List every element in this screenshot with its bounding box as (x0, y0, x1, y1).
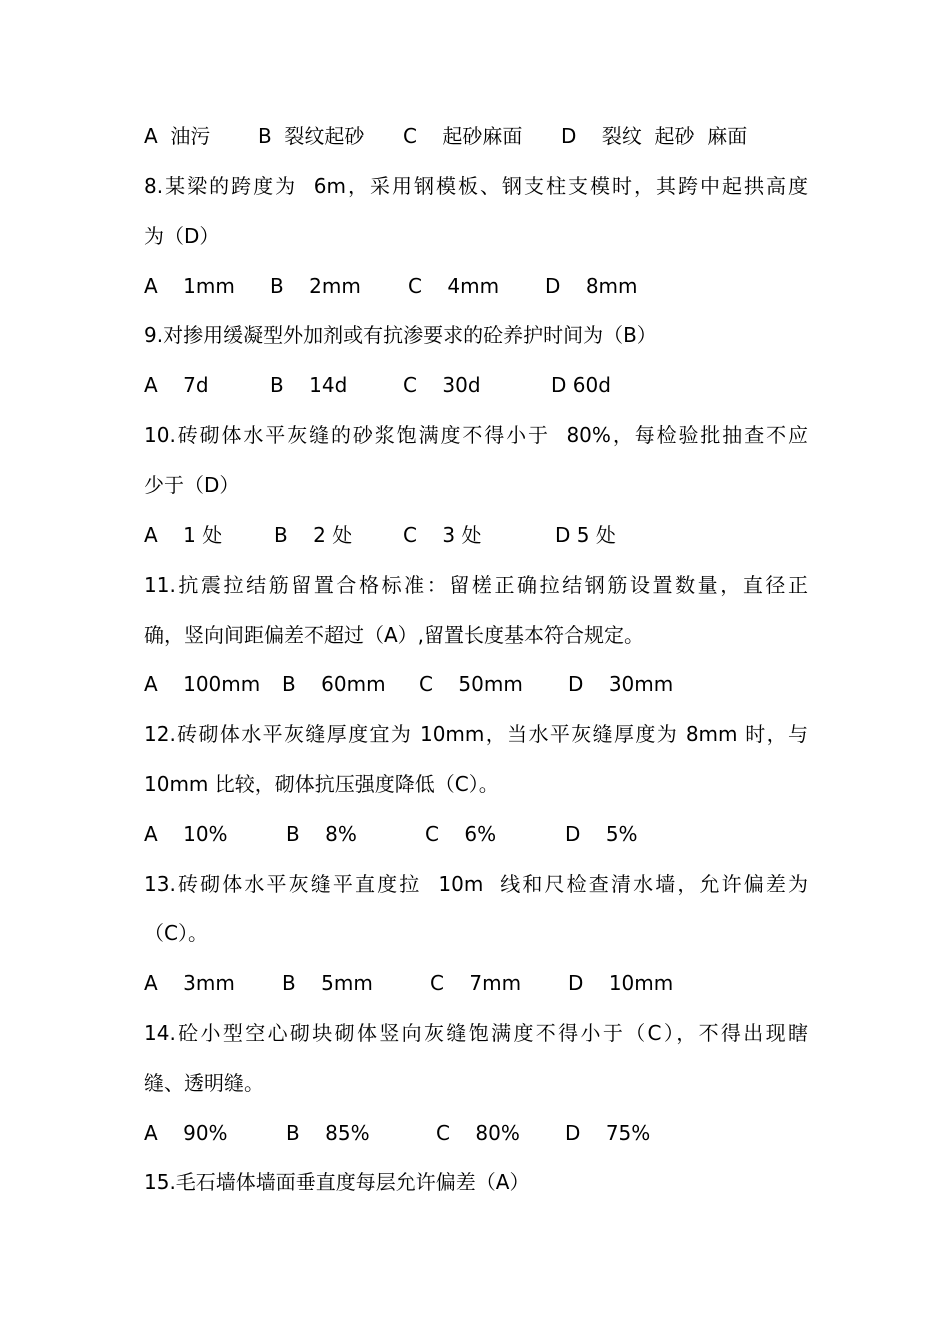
option-b: B 14d (270, 373, 348, 397)
question-11-line-2: 确，竖向间距偏差不超过（A）,留置长度基本符合规定。 (144, 623, 645, 647)
option-d: D 5 处 (555, 523, 616, 547)
option-c: C 4mm (408, 274, 500, 298)
option-b: B 60mm (282, 672, 386, 696)
option-c: C 7mm (430, 971, 522, 995)
option-b: B 8% (286, 822, 357, 846)
question-14-line-1: 14.砼小型空心砌块砌体竖向灰缝饱满度不得小于（C），不得出现瞎 (144, 1021, 808, 1045)
option-c: C 50mm (419, 672, 523, 696)
option-d: D 30mm (568, 672, 674, 696)
option-d: D 60d (551, 373, 611, 397)
option-c: C 80% (436, 1121, 520, 1145)
question-9-line-1: 9.对掺用缓凝型外加剂或有抗渗要求的砼养护时间为（B） (144, 323, 657, 347)
question-13-line-1: 13.砖砌体水平灰缝平直度拉 10m 线和尺检查清水墙，允许偏差为 (144, 872, 808, 896)
option-c: C 起砂麻面 (403, 124, 523, 148)
question-11-line-1: 11.抗震拉结筋留置合格标准：留槎正确拉结钢筋设置数量，直径正 (144, 573, 808, 597)
option-a: A 100mm (144, 672, 261, 696)
option-d: D 8mm (545, 274, 638, 298)
option-c: C 30d (403, 373, 481, 397)
option-d: D 10mm (568, 971, 674, 995)
option-a: A 3mm (144, 971, 235, 995)
question-8-line-1: 8.某梁的跨度为 6m，采用钢模板、钢支柱支模时，其跨中起拱高度 (144, 174, 808, 198)
option-a: A 7d (144, 373, 209, 397)
question-12-line-2: 10mm 比较，砌体抗压强度降低（C）。 (144, 772, 499, 796)
option-b: B 85% (286, 1121, 370, 1145)
option-a: A 1mm (144, 274, 235, 298)
question-14-line-2: 缝、透明缝。 (144, 1071, 264, 1095)
question-8-line-2: 为（D） (144, 224, 220, 248)
option-a: A 1 处 (144, 523, 223, 547)
option-a: A 90% (144, 1121, 228, 1145)
question-10-line-1: 10.砖砌体水平灰缝的砂浆饱满度不得小于 80%，每检验批抽查不应 (144, 423, 808, 447)
option-d: D 5% (565, 822, 638, 846)
option-b: B 2 处 (274, 523, 353, 547)
option-d: D 75% (565, 1121, 651, 1145)
option-b: B 2mm (270, 274, 361, 298)
option-a: A 10% (144, 822, 228, 846)
option-c: C 6% (425, 822, 497, 846)
option-c: C 3 处 (403, 523, 482, 547)
question-13-line-2: （C）。 (144, 921, 208, 945)
option-a: A 油污 (144, 124, 211, 148)
option-d: D 裂纹 起砂 麻面 (561, 124, 748, 148)
question-10-line-2: 少于（D） (144, 473, 240, 497)
option-b: B 5mm (282, 971, 373, 995)
question-15-line-1: 15.毛石墙体墙面垂直度每层允许偏差（A） (144, 1170, 530, 1194)
option-b: B 裂纹起砂 (258, 124, 365, 148)
question-12-line-1: 12.砖砌体水平灰缝厚度宜为 10mm，当水平灰缝厚度为 8mm 时，与 (144, 722, 808, 746)
